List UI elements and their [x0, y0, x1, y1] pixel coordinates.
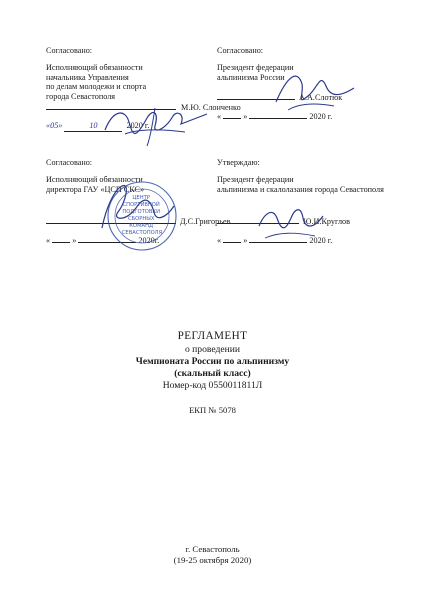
approval-header: Согласовано:	[46, 46, 93, 55]
approval-block-top-left	[46, 46, 241, 132]
stamp-line: СПОРТИВНОЙ	[122, 202, 160, 208]
stamp-line: ПОДГОТОВКИ	[122, 209, 161, 215]
code-line: Номер-код 0550011811Л	[162, 380, 263, 391]
signature-line	[217, 223, 299, 224]
date-day-blank	[223, 118, 241, 119]
position-line: директора ГАУ «ЦСП СКС»	[46, 184, 145, 194]
stamp-line: СЕВАСТОПОЛЯ	[121, 230, 163, 236]
signature-line	[46, 223, 176, 224]
date-month-blank	[249, 242, 307, 243]
date-day-blank	[223, 242, 241, 243]
position-line: альпинизма России	[217, 72, 285, 82]
document-heading: РЕГЛАМЕНТ	[177, 330, 248, 342]
position-line: Исполняющий обязанности	[46, 175, 143, 185]
footer-dates: (19-25 октября 2020)	[173, 555, 252, 565]
approval-block-mid-left	[46, 158, 230, 245]
date-year: 2020 г.	[309, 235, 333, 245]
signature-line	[46, 109, 176, 110]
date-year: 2020 г.	[309, 111, 333, 121]
stamp-line: КОМАНД	[129, 223, 154, 229]
stamp-line: СБОРНЫХ	[127, 216, 155, 222]
approval-header: Согласовано:	[46, 158, 93, 167]
stamp-line: ЦЕНТР	[132, 195, 150, 201]
date-year: 2020г.	[138, 235, 160, 245]
position-line: по делам молодежи и спорта	[46, 82, 147, 92]
title-line: о проведении	[184, 344, 241, 355]
signatory-name: Д.С.Григорьев	[180, 217, 231, 227]
position-line: Исполняющий обязанности	[46, 63, 143, 73]
signatory-name: М.Ю. Слонченко	[181, 103, 241, 113]
signatory-name: Ю.И.Круглов	[303, 217, 350, 227]
approval-header: Согласовано:	[217, 46, 264, 55]
position-line: Президент федерации	[217, 175, 294, 185]
title-line-bold: Чемпионата России по альпинизму	[135, 356, 290, 367]
ekp-number: ЕКП № 5078	[189, 405, 236, 415]
date-year: 2020 г.	[126, 121, 150, 131]
date-close-quote: »	[72, 235, 77, 245]
date-close-quote: »	[243, 111, 248, 121]
date-month: 10	[64, 121, 122, 131]
position-line: Президент федерации	[217, 63, 294, 73]
date-open-quote: «	[217, 111, 222, 121]
position-line: начальника Управления	[46, 72, 129, 82]
title-line-bold: (скальный класс)	[174, 368, 251, 379]
date-month-blank	[78, 242, 136, 243]
position-line: альпинизма и скалолазания города Севастополя	[217, 184, 384, 194]
approval-header: Утверждаю:	[217, 158, 260, 167]
footer-city: г. Севастополь	[185, 544, 240, 554]
approval-block-top-right	[217, 46, 342, 121]
date-day-blank	[52, 242, 70, 243]
position-line: города Севастополя	[46, 91, 116, 101]
date-day: «05»	[46, 121, 63, 131]
approval-block-mid-right	[217, 158, 422, 245]
date-open-quote: «	[46, 235, 51, 245]
date-close-quote: »	[243, 235, 248, 245]
signatory-name: А.А.Слотюк	[299, 93, 343, 103]
signature-line	[217, 99, 295, 100]
date-month-blank	[249, 118, 307, 119]
date-open-quote: «	[217, 235, 222, 245]
